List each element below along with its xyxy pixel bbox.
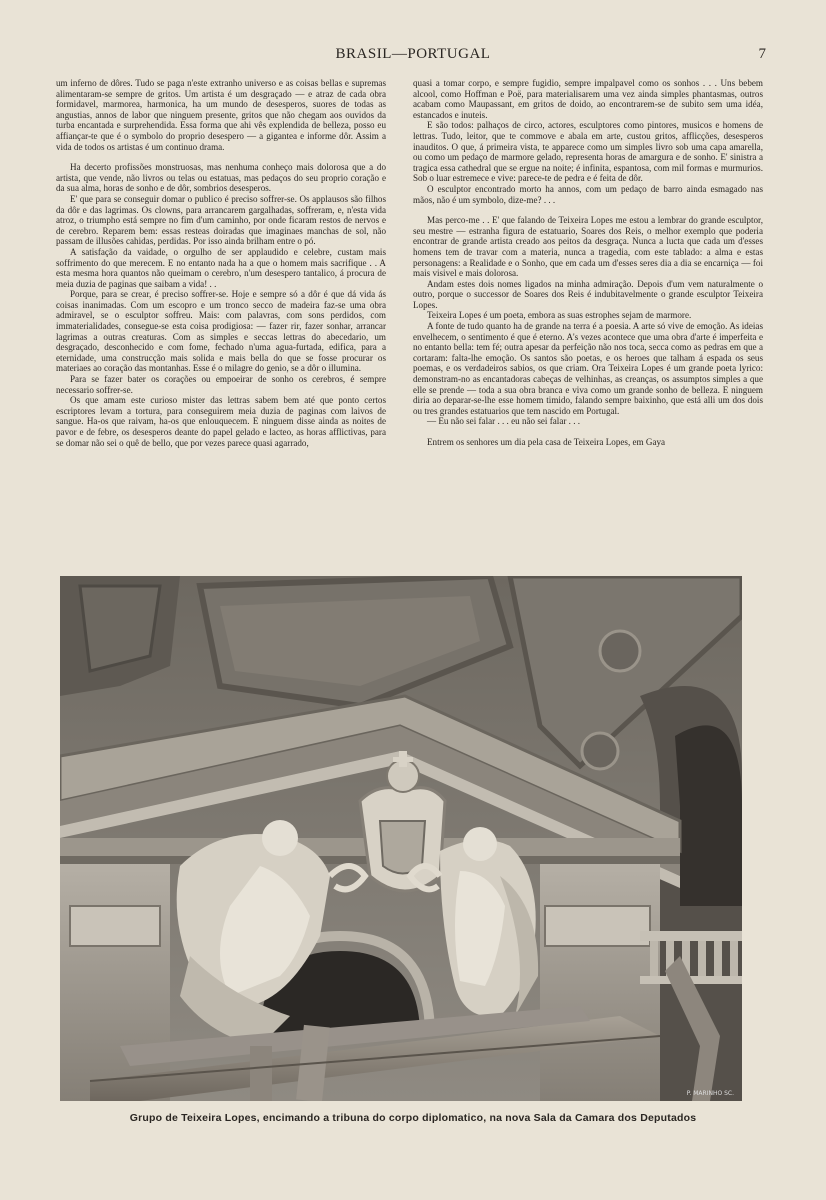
paragraph: E' que para se conseguir domar o publico é preciso soffrer-se. Os applausos são filhos da dôr e das lagrimas. Os clowns, para arrancarem gargalhadas, soffreram, e, n'esta vida atroz, o triumpho está sempre no fim d'um caminho, por onde ficaram restos de nervos e de cerebro. Reparem bem: essas resteas doiradas que imaginaes manchas de sol, não passam de illusões cahidas, perdidas. Por isso ainda brilham entre o pó.: [56, 193, 386, 247]
paragraph: Ha decerto profissões monstruosas, mas nenhuma conheço mais dolorosa que a do artista, que vende, não livros ou telas ou estatuas, mas pedaços do seu proprio coração e da sua alma, horas de sonho e de dôr, sombrios desesperos.: [56, 162, 386, 194]
sculpture-illustration: [60, 576, 742, 1101]
paragraph: Entrem os senhores um dia pela casa de Teixeira Lopes, em Gaya: [427, 437, 666, 447]
paragraph: Mas perco-me . . E' que falando de Teixeira Lopes me estou a lembrar do grande esculptor, seu mestre — estranha figura de estatuario, Soares dos Reis, o melhor exemplo que poderia encontrar de grande artista creado aos peitos da desgraça. Nunca a lucta que cada um d'esses homens tem de travar com a materia, nunca a tragedia, com este tablado: a alma e estas personagens: a Realidade e o Sonho, que em cada um d'esses seres dia a dia se encarniça — foi mais visivel e mais dolorosa.: [413, 215, 763, 279]
page-number: 7: [758, 46, 766, 62]
paragraph: A satisfação da vaidade, o orgulho de ser applaudido e celebre, custam mais soffrimento do que merecem. E no entanto nada ha a que o homem mais sacrifique . . A esta mesma hora quantos não queimam o cerebro, n'um desespero tantalico, á procura de meia duzia de paginas que saibam a vida! . .: [56, 246, 386, 289]
engraver-mark: P. MARINHO SC.: [686, 1090, 734, 1097]
paragraph: Teixeira Lopes é um poeta, embora as suas estrophes sejam de marmore.: [427, 310, 692, 321]
paragraph: Para se fazer bater os corações ou empoeirar de sonho os cerebros, é sempre necessario soffrer-se.: [56, 374, 386, 395]
paragraph: A fonte de tudo quanto ha de grande na terra é a poesia. A arte só vive de emoção. As ideias envelhecem, o sentimento é que é eterno. A's vezes acontece que uma obra d'arte é imperfeita e no entanto bella: tem fé; outra apesar da perfeição não nos toca, secca como as pedras em que a cortaram: falta-lhe emoção. Os santos são poetas, e os heroes que talham á espada os seus poemas, e os verdadeiros sabios, os que criam. Ora Teixeira Lopes é um grande poeta lyrico: demonstram-no as encantadoras cabeças de velhinhas, as creanças, os assumptos simples a que elle se prende — toda a sua obra branca e viva como um grande sonho de belleza. E ninguem diria ao deparar-se-lhe esse homem timido, falando sempre baixinho, que está alli um dos dois ou tres grandes estatuarios que tem nascido em Portugal.: [413, 321, 763, 416]
sculpture-photograph: [60, 576, 742, 1101]
figure-caption: Grupo de Teixeira Lopes, encimando a tribuna do corpo diplomatico, na nova Sala da Camara dos Deputados: [129, 1112, 697, 1124]
paragraph: Andam estes dois nomes ligados na minha admiração. Depois d'um vem naturalmente o outro, porque o successor de Soares dos Reis é indubitavelmente o grande esculptor Teixeira Lopes.: [413, 278, 763, 310]
left-text-column: [56, 78, 386, 448]
paragraph: Os que amam este curioso mister das lettras sabem bem até que ponto certos escriptores levam a tortura, para conseguirem meia duzia de paginas com laivos de sangue. Ha-os que raivam, ha-os que enlouquecem. E ninguem disse ainda as noites de pavor e de febre, os desesperos deante do papel gelado e lacteo, as horas afflictivas, para se domar não sei o quê de bello, que por vezes parece quasi agarrado,: [56, 395, 386, 448]
right-text-column: [413, 78, 763, 448]
running-header: [0, 44, 826, 66]
paragraph: — Eu não sei falar . . . eu não sei falar . . .: [427, 416, 581, 427]
publication-title: BRASIL—PORTUGAL: [335, 46, 491, 62]
paragraph: um inferno de dôres. Tudo se paga n'este extranho universo e as coisas bellas e supremas alimentaram-se sempre de gritos. Um artista é um desgraçado — e atraz de cada obra formidavel, marmorea, harmonica, ha um mundo de desesperos, suores de todas as angustias, annos de labor que ninguem presente, gritos que não chegam aos ouvidos da turba encantada e surprehendida. Essa forma que ahi vês explendida de belleza, posso eu affiançar-te que é o symbolo do proprio desespero — a gigantea e informe dôr. Assim a vida de todos os artistas é um continuo drama.: [56, 78, 386, 152]
paragraph: O esculptor encontrado morto ha annos, com um pedaço de barro ainda esmagado nas mãos, não é um symbolo, dize-me? . . .: [413, 183, 763, 205]
paragraph: Porque, para se crear, é preciso soffrer-se. Hoje e sempre só a dôr é que dá vida ás coisas inanimadas. Com um escopro e um tronco secco de madeira faz-se uma obra admiravel, se o esculptor soffreu. Mais: com palavras, com sons perdidos, com immaterialidades, consegue-se esta coisa prodigiosa: — fazer rir, fazer sonhar, arrancar lagrimas a outras creaturas. Com as simples e seccas lettras do abecedario, um desgraçado, desconhecido e com fome, fechado n'uma agua-furtada, edifica, para a eternidade, uma construcção mais solida e mais bella do que se fosse procurar os materiaes ao coração das montanhas. Esse é o milagre do genio, se a dôr o illumina.: [56, 289, 386, 374]
paragraph: quasi a tomar corpo, e sempre fugidio, sempre impalpavel como os sonhos . . . Uns bebem alcool, como Hoffman e Poë, para materialisarem uma vez ainda simples phantasmas, outros acabam como Maupassant, em gritos de doido, ao encontrarem-se de subito sem uma idéa, estancados e inuteis.: [413, 78, 763, 120]
paragraph: E são todos: palhaços de circo, actores, esculptores como pintores, musicos e homens de lettras. Tudo, leitor, que te commove e abala em arte, custou gritos, afflicções, desesperos inauditos. O que, á primeira vista, te apparece como um simples livro sob uma capa amarella, ou como um pedaço de marmore gelado, representa horas de amargura e de sonho. E' sinistra a tragica essa cathedral que se ergue na noite; é infinita, espantosa, com mil formas e murmurios. Sob o luar estremece e vive: parece-te de pedra e é feita de dôr.: [413, 120, 763, 184]
